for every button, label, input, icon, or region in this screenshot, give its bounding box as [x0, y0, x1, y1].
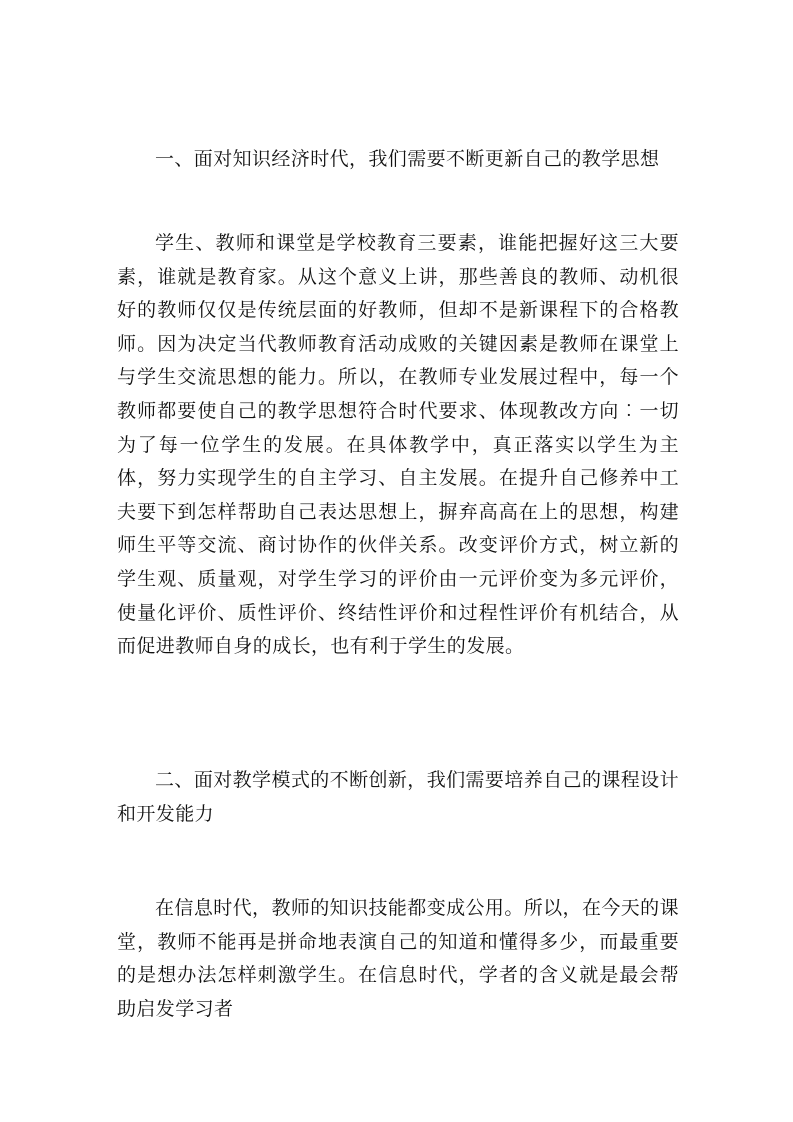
section-body-2: 在信息时代，教师的知识技能都变成公用。所以，在今天的课堂，教师不能再是拼命地表演自己的知道和懂得多少，而最重要的是想办法怎样刺激学生。在信息时代，学者的含义就是最会帮助启发学习者 — [117, 897, 679, 1020]
section-body-1: 学生、教师和课堂是学校教育三要素，谁能把握好这三大要素，谁就是教育家。从这个意义上讲，那些善良的教师、动机很好的教师仅仅是传统层面的好教师，但却不是新课程下的合格教师。因为决定当代教师教育活动成败的关键因素是教师在课堂上与学生交流思想的能力。所以，在教师专业发展过程中，每一个教师都要使自己的教学思想符合时代要求、体现教改方向︰一切为了每一位学生的发展。在具体教学中，真正落实以学生为主体，努力实现学生的自主学习、自主发展。在提升自己修养中工夫要下到怎样帮助自己表达思想上，摒弃高高在上的思想，构建师生平等交流、商讨协作的伙伴关系。改变评价方式，树立新的学生观、质量观，对学生学习的评价由一元评价变为多元评价，使量化评价、质性评价、终结性评价和过程性评价有机结合，从而促进教师自身的成长，也有利于学生的发展。 — [117, 232, 679, 658]
section-heading-1: 一、面对知识经济时代，我们需要不断更新自己的教学思想 — [155, 148, 660, 170]
section-heading-2: 二、面对教学模式的不断创新，我们需要培养自己的课程设计和开发能力 — [117, 769, 679, 825]
